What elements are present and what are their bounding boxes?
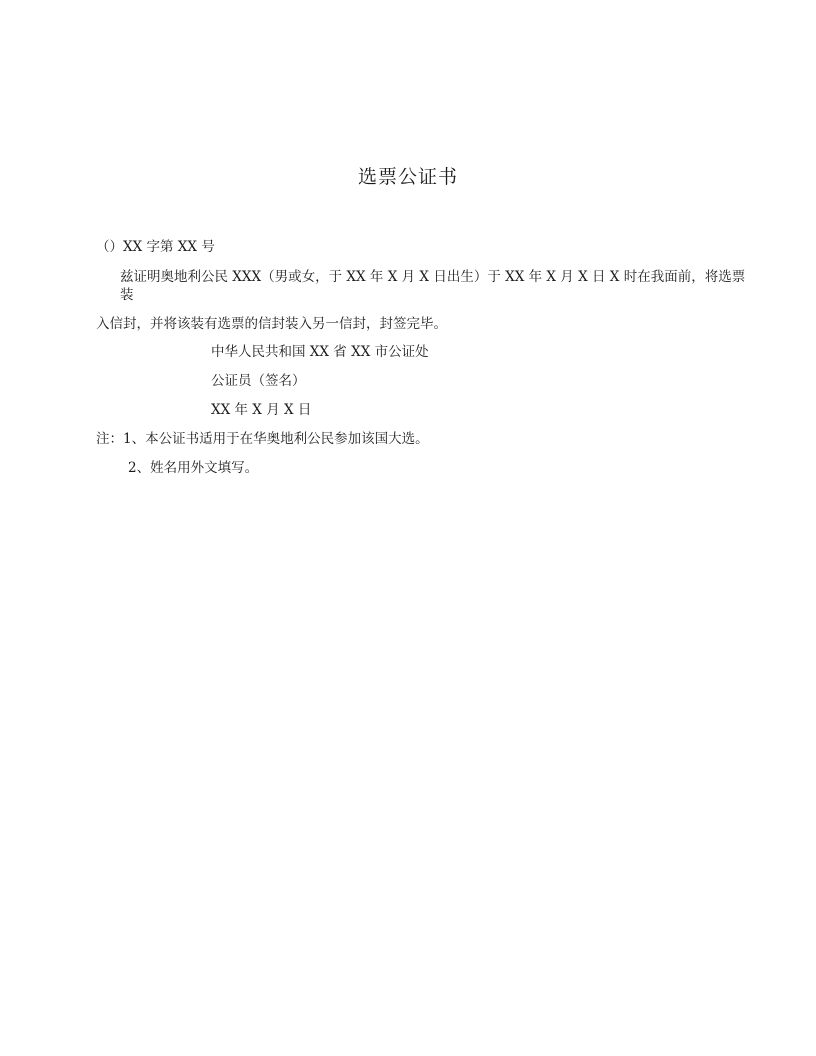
notary-signature: 公证员（签名） (211, 373, 306, 389)
certification-text-line-1-wrap: 装 (120, 287, 134, 303)
document-number: （）XX 字第 XX 号 (96, 239, 215, 255)
certification-text-line-2: 入信封，并将该装有选票的信封装入另一信封，封签完毕。 (96, 316, 447, 332)
notary-office: 中华人民共和国 XX 省 XX 市公证处 (211, 344, 429, 360)
document-date: XX 年 X 月 X 日 (211, 402, 312, 418)
note-item-1: 注：1、本公证书适用于在华奥地利公民参加该国大选。 (96, 431, 429, 447)
document-title: 选票公证书 (357, 166, 458, 188)
certification-text-line-1: 兹证明奥地利公民 XXX（男或女，于 XX 年 X 月 X 日出生）于 XX 年 X 月 X 日 X 时在我面前，将选票 (120, 269, 746, 285)
note-item-2: 2、姓名用外文填写。 (128, 460, 259, 476)
